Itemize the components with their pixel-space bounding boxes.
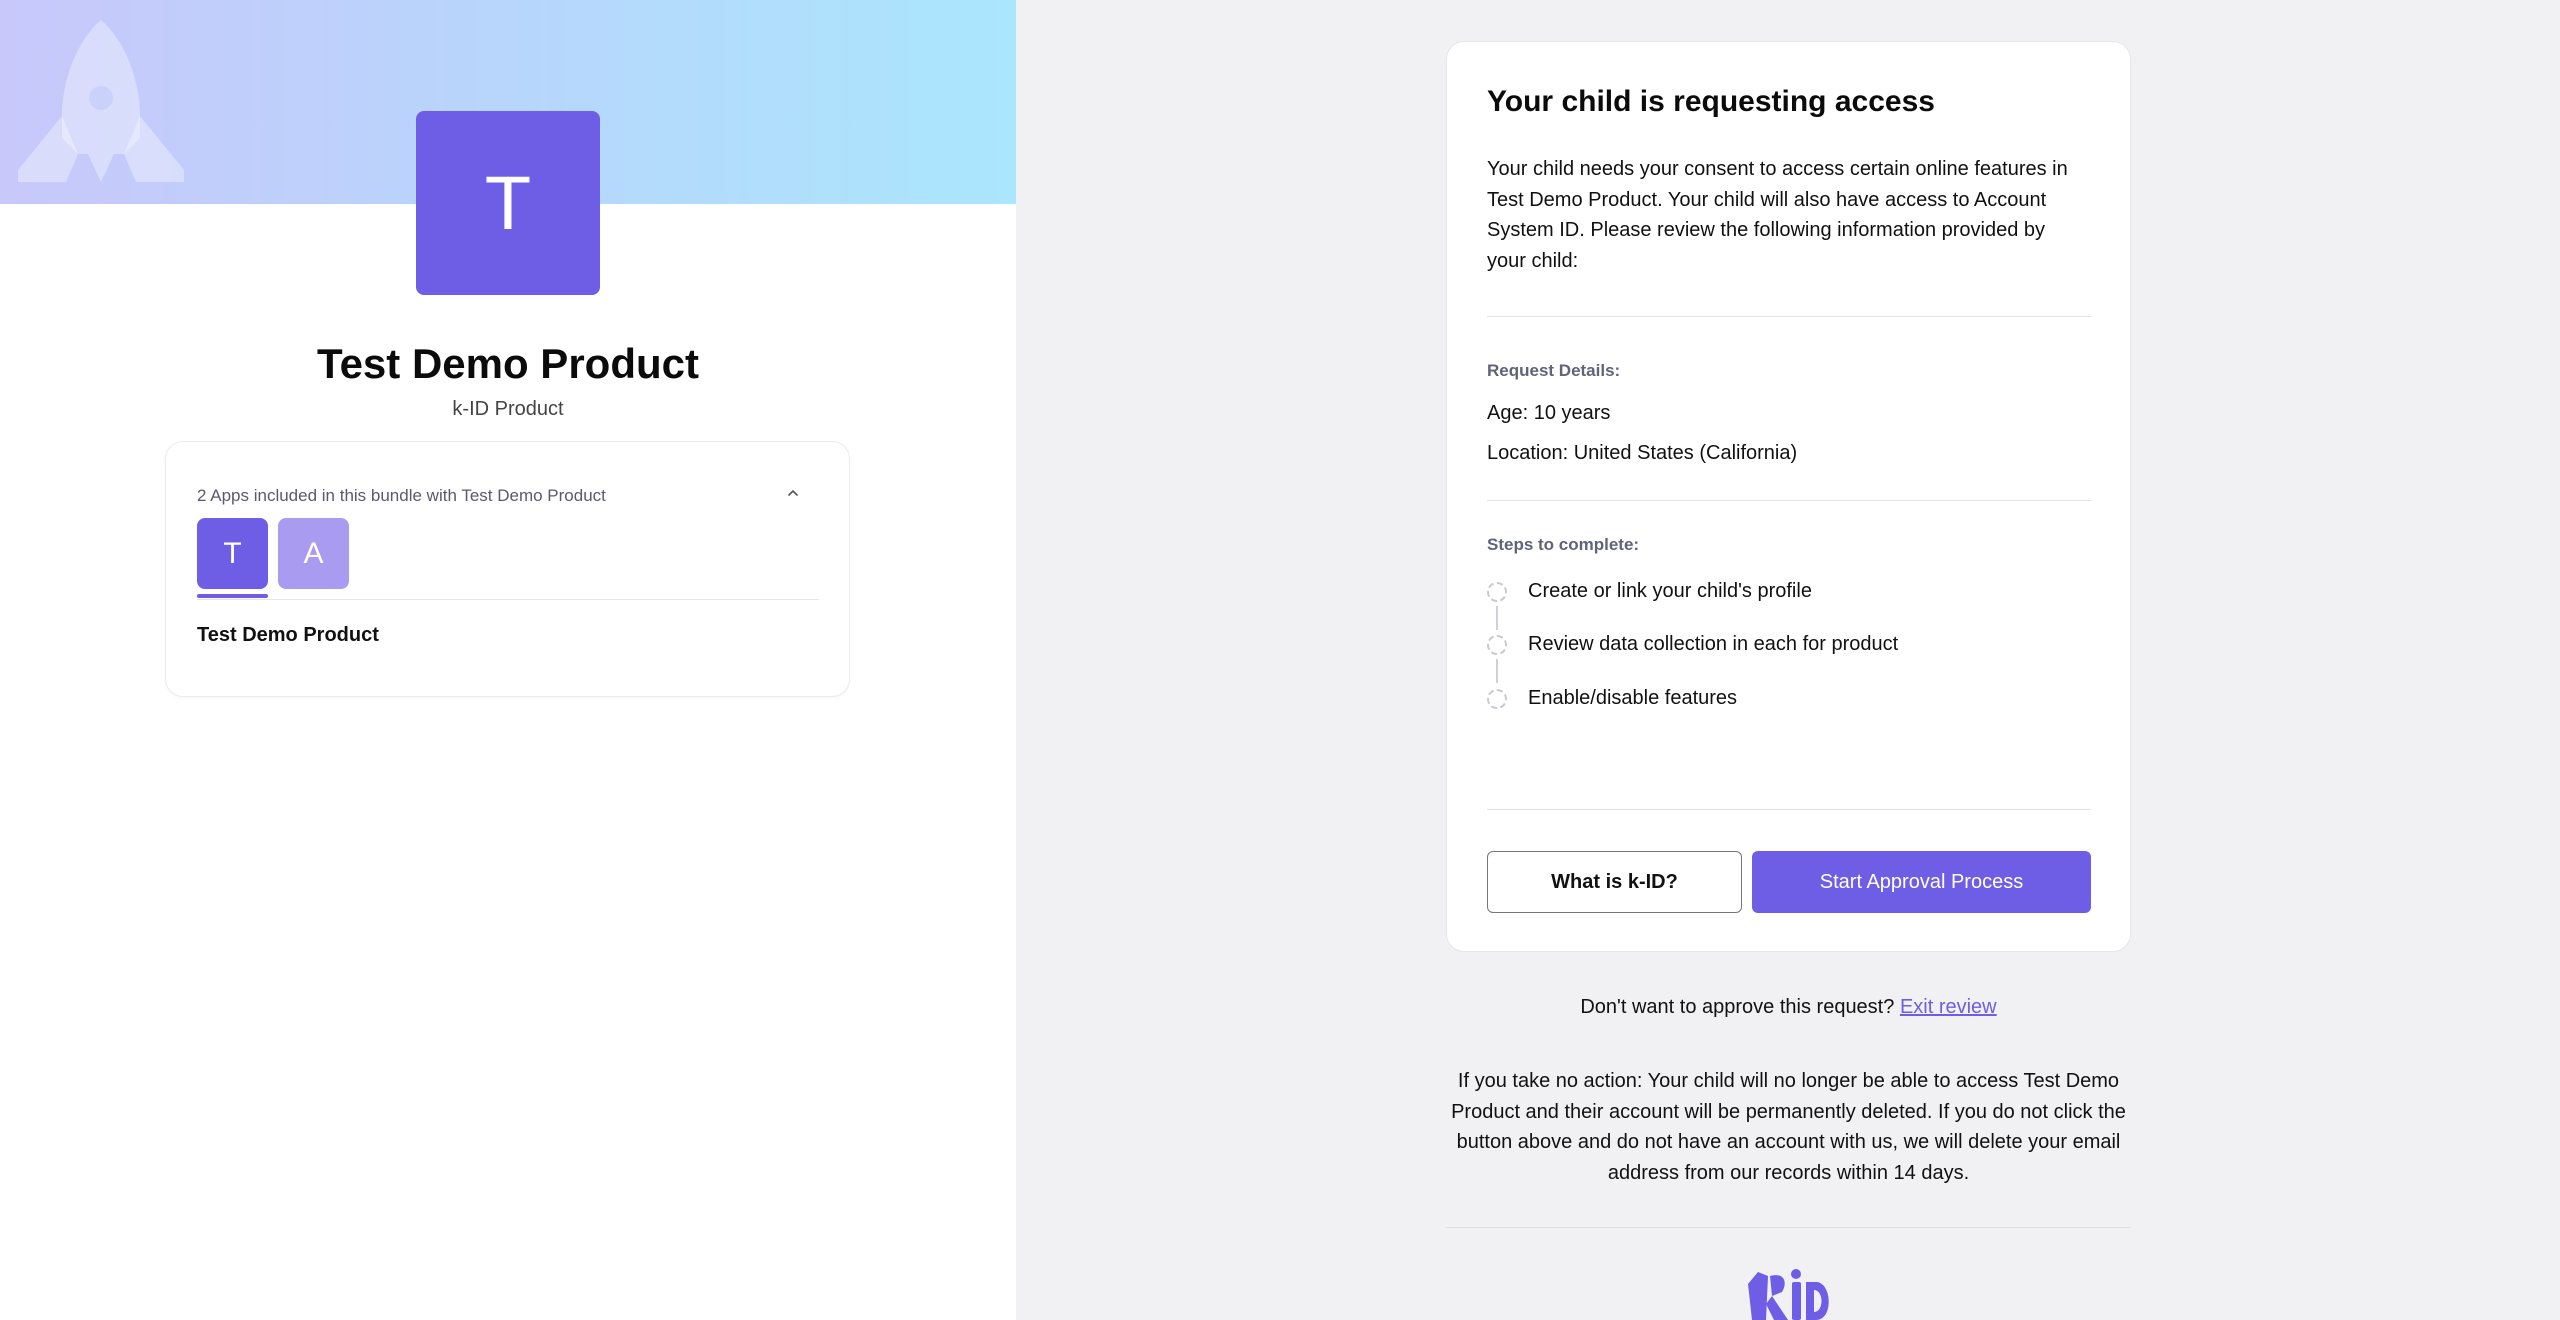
decline-prompt	[1446, 996, 2131, 1019]
step-item	[1487, 687, 1737, 710]
bundle-card	[165, 441, 850, 697]
product-logo	[416, 111, 600, 295]
step-item	[1487, 580, 1812, 603]
selected-app-name: Test Demo Product	[197, 624, 379, 646]
card-title: Your child is requesting access	[1487, 85, 1935, 118]
divider	[1487, 316, 2091, 317]
consent-card	[1446, 41, 2131, 952]
bundle-app-letter: T	[223, 536, 242, 570]
product-title: Test Demo Product	[317, 340, 699, 387]
step-status-icon	[1487, 689, 1507, 709]
selected-tab-indicator	[197, 594, 268, 598]
card-description: Your child needs your consent to access certain online features in Test Demo Product. Your child will also have access to Account System ID. Please review the following information provided by your child:	[1487, 158, 2068, 272]
product-logo-letter: T	[484, 160, 532, 246]
step-connector	[1496, 606, 1498, 630]
exit-review-link[interactable]: Exit review	[1899, 996, 1997, 1018]
divider	[197, 599, 819, 600]
product-subtitle: k-ID Product	[452, 398, 564, 420]
step-text: Review data collection in each for product	[1528, 633, 1899, 655]
step-text: Enable/disable features	[1528, 687, 1738, 709]
bundle-app-tab[interactable]	[278, 518, 349, 589]
step-status-icon	[1487, 635, 1507, 655]
location-detail: Location: United States (California)	[1487, 442, 1798, 464]
bundle-app-letter: A	[303, 536, 324, 570]
decline-text: Don't want to approve this request?	[1580, 996, 1895, 1018]
kid-logo-icon	[1744, 1266, 1834, 1320]
step-item	[1487, 633, 1898, 656]
divider	[1487, 500, 2091, 501]
step-connector	[1496, 659, 1498, 683]
age-detail: Age: 10 years	[1487, 402, 1611, 424]
consent-panel	[1016, 0, 2560, 1320]
chevron-up-icon[interactable]	[786, 486, 800, 500]
product-panel	[0, 0, 1016, 1320]
request-details-label: Request Details:	[1487, 361, 1621, 380]
step-status-icon	[1487, 582, 1507, 602]
bundle-heading: 2 Apps included in this bundle with Test Demo Product	[197, 486, 606, 505]
divider	[1487, 809, 2091, 810]
what-is-kid-button[interactable]: What is k-ID?	[1487, 851, 1742, 913]
rocket-icon	[18, 20, 184, 182]
step-text: Create or link your child's profile	[1528, 580, 1812, 602]
bundle-app-tabs	[197, 518, 349, 589]
no-action-notice: If you take no action: Your child will no longer be able to access Test Demo Product and their account will be permanently deleted. If you do not click the button above and do not have an account with us, we will delete your email address from our records within 14 days.	[1451, 1070, 2126, 1184]
divider	[1446, 1227, 2131, 1228]
bundle-app-tab[interactable]	[197, 518, 268, 589]
start-approval-button[interactable]: Start Approval Process	[1752, 851, 2091, 913]
steps-label: Steps to complete:	[1487, 535, 1640, 554]
